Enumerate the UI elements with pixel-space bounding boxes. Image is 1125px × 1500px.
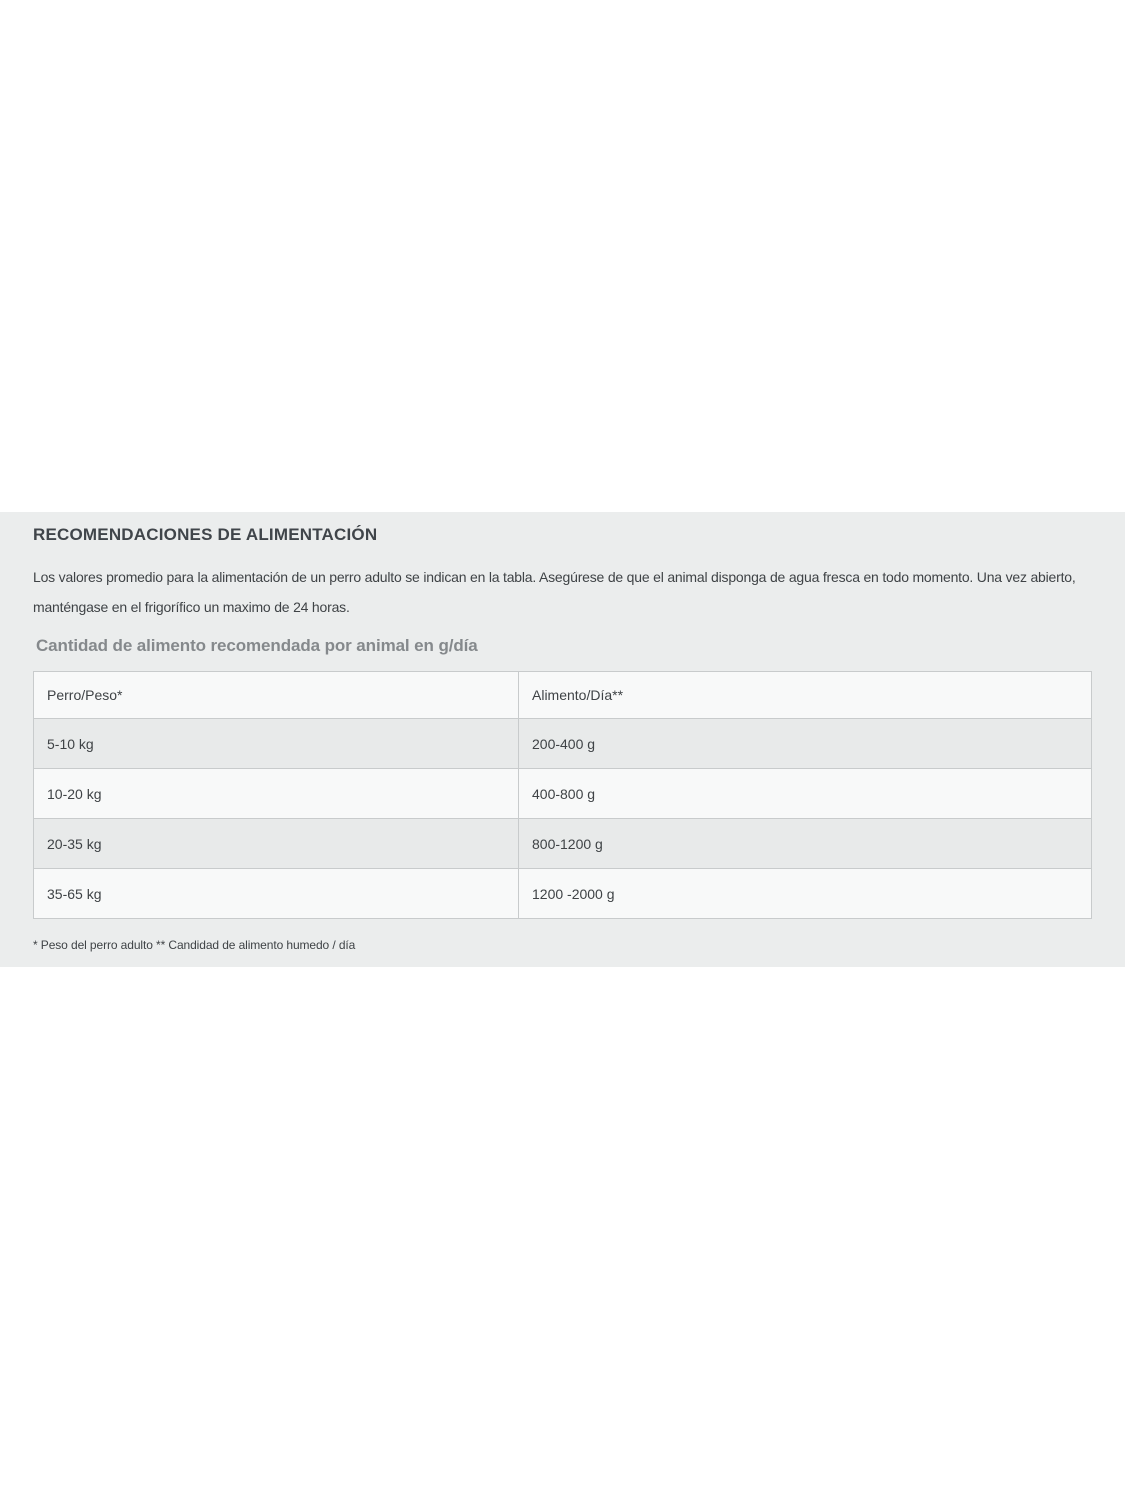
cell-food-amount: 1200 -2000 g: [519, 869, 1092, 919]
cell-food-amount: 400-800 g: [519, 769, 1092, 819]
table-header-row: [34, 672, 1092, 719]
feeding-recommendations-panel: [0, 512, 1125, 967]
column-header-dog-weight: Perro/Peso*: [34, 672, 519, 719]
table-row: [34, 719, 1092, 769]
cell-dog-weight: 5-10 kg: [34, 719, 519, 769]
table-row: [34, 769, 1092, 819]
feeding-table: [33, 671, 1092, 919]
cell-food-amount: 200-400 g: [519, 719, 1092, 769]
table-row: [34, 869, 1092, 919]
section-title: RECOMENDACIONES DE ALIMENTACIÓN: [33, 525, 378, 544]
cell-food-amount: 800-1200 g: [519, 819, 1092, 869]
intro-paragraph: Los valores promedio para la alimentación de un perro adulto se indican en la tabla. Asegúrese de que el animal disponga de agua fresca en todo momento. Una vez abierto, manténgase en el frigorífico un maximo de 24 horas.: [33, 569, 1076, 615]
column-header-food-per-day: Alimento/Día**: [519, 672, 1092, 719]
cell-dog-weight: 35-65 kg: [34, 869, 519, 919]
table-caption: Cantidad de alimento recomendada por animal en g/día: [36, 636, 478, 655]
table-footnote: * Peso del perro adulto ** Candidad de alimento humedo / día: [33, 938, 356, 952]
cell-dog-weight: 20-35 kg: [34, 819, 519, 869]
cell-dog-weight: 10-20 kg: [34, 769, 519, 819]
table-row: [34, 819, 1092, 869]
